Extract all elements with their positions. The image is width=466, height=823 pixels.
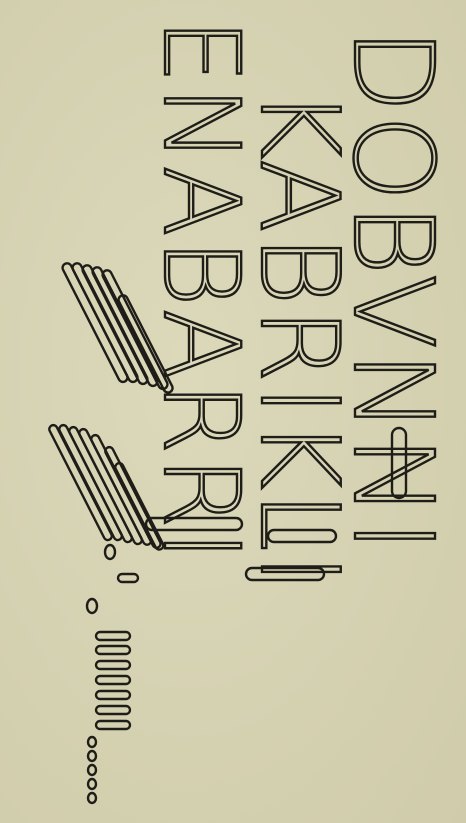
tally-rings <box>88 737 96 803</box>
tally-group-lower <box>48 424 165 551</box>
separator-4 <box>146 518 242 530</box>
separator-3 <box>246 568 324 580</box>
tally-group-upper <box>61 262 174 394</box>
separator-2 <box>268 530 336 542</box>
inscription-line-1: DOBVNNI <box>329 28 457 555</box>
inscription-line-3: ENABARRI <box>140 18 262 564</box>
separator-1 <box>392 428 406 498</box>
tally-bars <box>96 632 130 729</box>
inscription-line-2: KABRIKLI <box>236 88 361 588</box>
